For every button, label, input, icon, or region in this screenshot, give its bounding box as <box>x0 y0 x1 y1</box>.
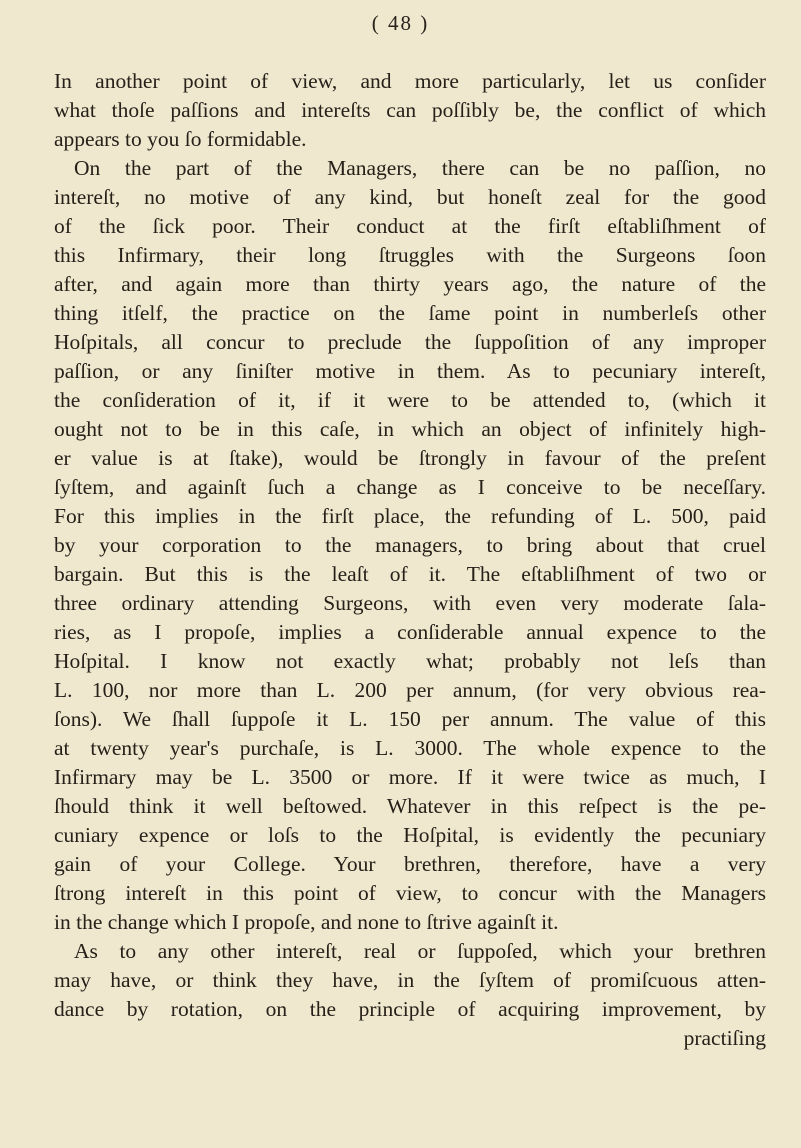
text-line: er value is at ſtake), would be ſtrongly in favour of the preſent <box>54 446 766 470</box>
text-line: this Infirmary, their long ſtruggles with the Surgeons ſoon <box>54 243 766 267</box>
text-line: gain of your College. Your brethren, therefore, have a very <box>54 852 766 876</box>
text-line: intereſt, no motive of any kind, but honeſt zeal for the good <box>54 185 766 209</box>
text-line: L. 100, nor more than L. 200 per annum, (for very obvious rea- <box>54 678 766 702</box>
text-line: appears to you ſo formidable. <box>54 127 307 151</box>
text-line: the conſideration of it, if it were to be attended to, (which it <box>54 388 766 412</box>
text-line: ought not to be in this caſe, in which an object of infinitely high- <box>54 417 766 441</box>
text-line: may have, or think they have, in the ſyſtem of promiſcuous atten- <box>54 968 766 992</box>
text-line: ſons). We ſhall ſuppoſe it L. 150 per annum. The value of this <box>54 707 766 731</box>
text-line: ries, as I propoſe, implies a conſiderable annual expence to the <box>54 620 766 644</box>
text-line: bargain. But this is the leaſt of it. The eſtabliſhment of two or <box>54 562 766 586</box>
text-line: at twenty year's purchaſe, is L. 3000. The whole expence to the <box>54 736 766 760</box>
page-number: ( 48 ) <box>371 11 430 35</box>
text-line: three ordinary attending Surgeons, with even very moderate ſala- <box>54 591 766 615</box>
text-line: ſtrong intereſt in this point of view, to concur with the Managers <box>54 881 766 905</box>
text-line: what thoſe paſſions and intereſts can poſſibly be, the conflict of which <box>54 98 766 122</box>
text-line: ſhould think it well beſtowed. Whatever in this reſpect is the pe- <box>54 794 766 818</box>
text-line: paſſion, or any ſiniſter motive in them. As to pecuniary intereſt, <box>54 359 766 383</box>
text-line: of the ſick poor. Their conduct at the firſt eſtabliſhment of <box>54 214 766 238</box>
text-line: by your corporation to the managers, to bring about that cruel <box>54 533 766 557</box>
text-line: after, and again more than thirty years ago, the nature of the <box>54 272 766 296</box>
text-line: thing itſelf, the practice on the ſame point in numberleſs other <box>54 301 766 325</box>
text-line: Hoſpitals, all concur to preclude the ſuppoſition of any improper <box>54 330 766 354</box>
text-line: cuniary expence or loſs to the Hoſpital, is evidently the pecuniary <box>54 823 766 847</box>
text-line: in the change which I propoſe, and none to ſtrive againſt it. <box>54 910 559 934</box>
text-line: Hoſpital. I know not exactly what; probably not leſs than <box>54 649 766 673</box>
text-line: Infirmary may be L. 3500 or more. If it were twice as much, I <box>54 765 766 789</box>
text-line: dance by rotation, on the principle of acquiring improvement, by <box>54 997 766 1021</box>
text-line: In another point of view, and more particularly, let us conſider <box>54 69 766 93</box>
text-line: ſyſtem, and againſt ſuch a change as I conceive to be neceſſary. <box>54 475 766 499</box>
text-line: As to any other intereſt, real or ſuppoſed, which your brethren <box>74 939 766 963</box>
text-line: For this implies in the firſt place, the refunding of L. 500, paid <box>54 504 766 528</box>
catchword: practiſing <box>683 1026 766 1050</box>
text-line: On the part of the Managers, there can be no paſſion, no <box>74 156 766 180</box>
